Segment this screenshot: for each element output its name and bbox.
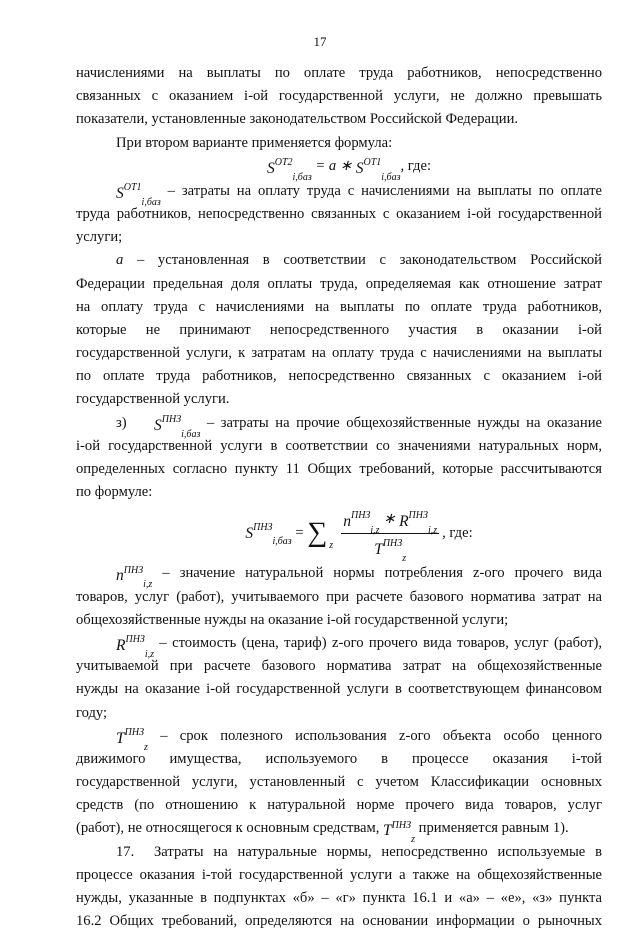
text-line: связанных с оказанием i-ой государственной услуги, не должно превышать <box>76 88 602 105</box>
symbol-spnz: $S^{ПНЗ}_{i,баз}$ <box>154 413 201 440</box>
definition-a: a – установленная в соответствии с законодательством Российской <box>116 252 602 269</box>
definition-sot1: $S^{ОТ1}_{i,баз}$ – затраты на оплату труда с начислениями на выплаты по оплате <box>116 181 602 208</box>
formula-sot2: $S^{ОТ2}_{i,баз} = a$ ∗ $S^{ОТ1}_{i,баз}$, где: <box>266 156 431 183</box>
text-line: на оплату труда с начислениями на выплаты по оплате труда работников, <box>76 298 602 315</box>
text-line: движимого имущества, используемого в процессе оказания i-той <box>76 750 602 767</box>
item-17: 17. Затраты на натуральные нормы, непосредственно используемые в <box>76 841 602 864</box>
text-line: году; <box>76 704 108 721</box>
text-line: учитываемой при расчете базового норматива затрат на общехозяйственные <box>76 658 602 675</box>
symbol-sot1: $S^{ОТ1}_{i,баз}$ <box>116 181 161 208</box>
text-line: i-ой государственной услуги в соответствии со значениями натуральных норм, <box>76 437 602 454</box>
definition-n: $n^{ПНЗ}_{i,z}$ – значение натуральной нормы потребления z-ого прочего вида <box>116 564 602 591</box>
symbol-n: $n^{ПНЗ}_{i,z}$ <box>116 564 153 591</box>
sum-symbol: ∑ z <box>307 517 334 552</box>
text-line: средств (по отношению к натуральной норме прочего вида товаров, услуг <box>76 797 602 814</box>
text-line: (работ), не относящегося к основным средствам, $T^{ПНЗ}_z$ применяется равным 1). <box>76 819 569 846</box>
symbol-t-inline: $T^{ПНЗ}_z$ <box>383 819 415 846</box>
text-line: Федерации предельная доля оплаты труда, определяемая как отношение затрат <box>76 275 602 292</box>
text-line: показатели, установленные законодательством Российской Федерации. <box>76 111 519 128</box>
document-body <box>76 62 602 933</box>
text-line: товаров, услуг (работ), учитываемого при расчете базового норматива затрат на <box>76 588 602 605</box>
symbol-a: a <box>116 252 124 269</box>
text-line: труда работников, непосредственно связанных с оказанием i-ой государственной <box>76 205 602 222</box>
text-line: 16.2 Общих требований, определяются на основании информации о рыночных <box>76 913 602 930</box>
text-line: услуги; <box>76 229 123 246</box>
symbol-t: $T^{ПНЗ}_z$ <box>116 726 148 753</box>
page-number: 17 <box>313 34 327 49</box>
text-line: общехозяйственные нужды на оказание i-ой государственной услуги; <box>76 611 509 628</box>
text-line: нужды на оказание i-ой государственной услуги в соответствующем финансовом <box>76 681 602 698</box>
text-line: определенных согласно пункту 11 Общих требований, которые рассчитываются <box>76 461 602 477</box>
text-line: которые не принимают непосредственного участия в оказании i-ой <box>76 321 602 338</box>
text-line: начислениями на выплаты по оплате труда работников, непосредственно <box>76 65 602 81</box>
formula-fraction: $\frac{n^{ПНЗ}_{i,z} ∗ R^{ПНЗ}_{i,z}}{T^{ПНЗ}_z}$ <box>341 508 439 559</box>
text-line: по оплате труда работников, непосредственно связанных с оказанием i-ой <box>76 368 602 385</box>
text-line: нужды, указанные в подпунктах «б» – «г» пункта 16.1 и «а» – «е», «з» пункта <box>76 890 602 906</box>
text-line: процессе оказания i-той государственной услуги а также на общехозяйственные <box>76 866 602 883</box>
text-line: государственной услуги, к затратам на оплату труда с начислениями на выплаты <box>76 345 602 362</box>
item-marker: з) <box>116 414 127 431</box>
text-line: государственной услуги, установленный с учетом Классификации основных <box>76 774 602 791</box>
item-z: з) $S^{ПНЗ}_{i,баз}$ – затраты на прочие общехозяйственные нужды на оказание <box>76 412 602 435</box>
text-line: по формуле: <box>76 484 153 501</box>
formula-spnz: $S^{ПНЗ}_{i,баз}$ = ∑ z $\frac{n^{ПНЗ}_{i,z} ∗ R^{ПНЗ}_{i,z}}{T^{ПНЗ}_z}$ , где: <box>76 504 602 562</box>
symbol-r: $R^{ПНЗ}_{i,z}$ <box>116 634 155 660</box>
definition-r: $R^{ПНЗ}_{i,z}$ – стоимость (цена, тариф) z-ого прочего вида товаров, услуг (работ), <box>116 634 602 660</box>
text-line: государственной услуги. <box>76 391 230 408</box>
variant2-intro: При втором варианте применяется формула: <box>116 134 393 151</box>
item-number: 17. <box>116 843 135 860</box>
definition-t: $T^{ПНЗ}_z$ – срок полезного использования z-ого объекта особо ценного <box>116 726 602 753</box>
